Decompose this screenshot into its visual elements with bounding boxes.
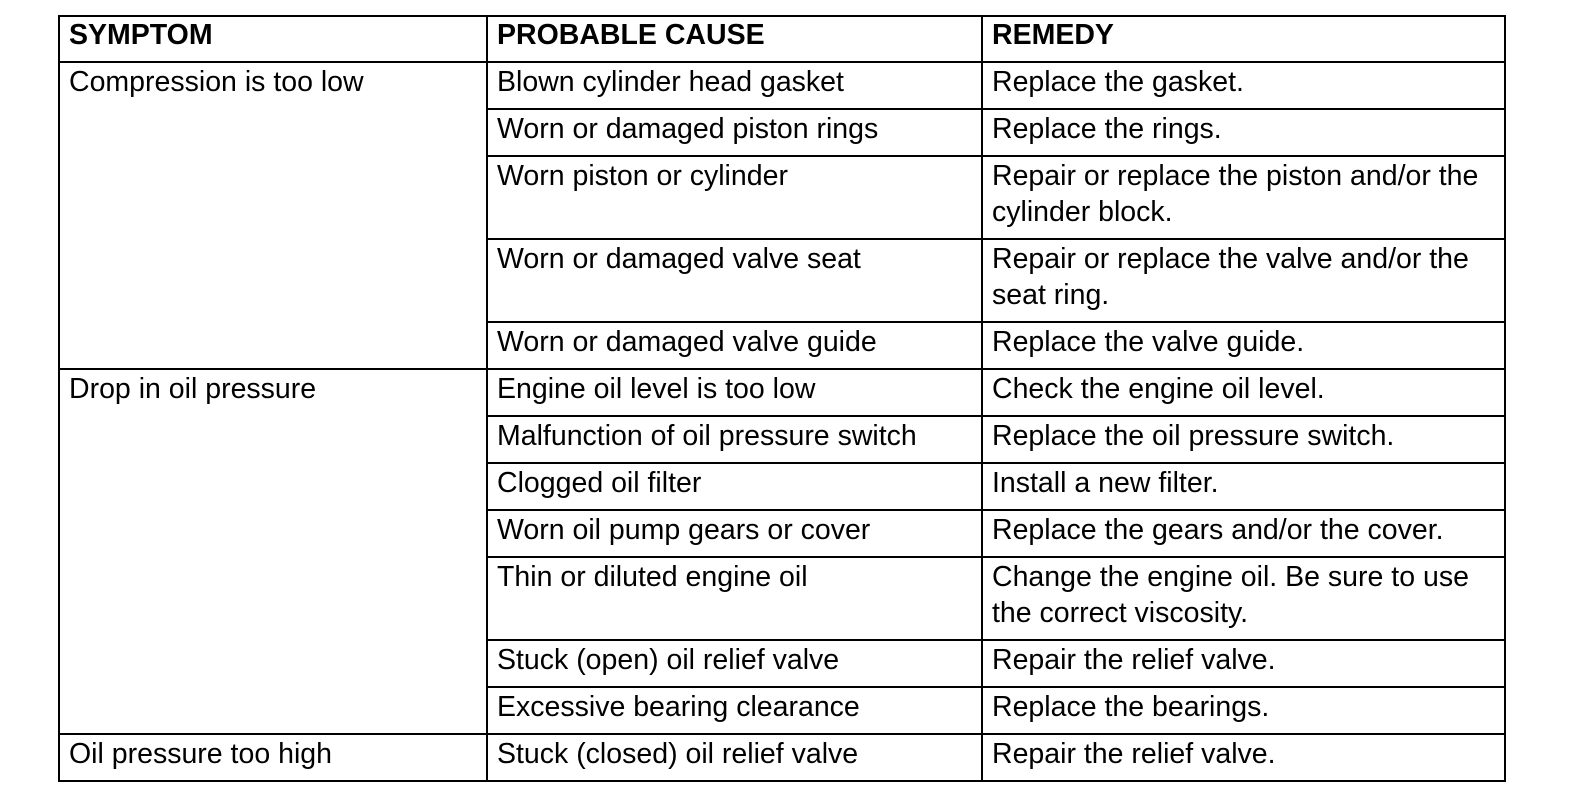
remedy-cell: Repair the relief valve.: [982, 640, 1505, 687]
remedy-cell: Replace the valve guide.: [982, 322, 1505, 369]
header-symptom: SYMPTOM: [59, 16, 487, 62]
cause-cell: Worn piston or cylinder: [487, 156, 982, 239]
remedy-cell: Change the engine oil. Be sure to use the correct viscosity.: [982, 557, 1505, 640]
remedy-cell: Repair or replace the valve and/or the seat ring.: [982, 239, 1505, 322]
cause-cell: Blown cylinder head gasket: [487, 62, 982, 109]
cause-cell: Clogged oil filter: [487, 463, 982, 510]
cause-cell: Worn or damaged valve guide: [487, 322, 982, 369]
cause-cell: Malfunction of oil pressure switch: [487, 416, 982, 463]
remedy-cell: Repair the relief valve.: [982, 734, 1505, 781]
cause-cell: Engine oil level is too low: [487, 369, 982, 416]
cause-cell: Thin or diluted engine oil: [487, 557, 982, 640]
cause-cell: Worn or damaged valve seat: [487, 239, 982, 322]
remedy-cell: Replace the rings.: [982, 109, 1505, 156]
table-row: [59, 369, 1505, 416]
symptom-cell: Compression is too low: [59, 62, 487, 369]
remedy-cell: Replace the bearings.: [982, 687, 1505, 734]
remedy-cell: Replace the oil pressure switch.: [982, 416, 1505, 463]
table-row: [59, 62, 1505, 109]
remedy-cell: Install a new filter.: [982, 463, 1505, 510]
symptom-cell: Drop in oil pressure: [59, 369, 487, 734]
remedy-cell: Replace the gasket.: [982, 62, 1505, 109]
remedy-cell: Check the engine oil level.: [982, 369, 1505, 416]
remedy-cell: Replace the gears and/or the cover.: [982, 510, 1505, 557]
troubleshooting-table: [58, 15, 1506, 782]
table-row: [59, 734, 1505, 781]
header-row: [59, 16, 1505, 62]
remedy-cell: Repair or replace the piston and/or the cylinder block.: [982, 156, 1505, 239]
cause-cell: Worn or damaged piston rings: [487, 109, 982, 156]
header-probable-cause: PROBABLE CAUSE: [487, 16, 982, 62]
cause-cell: Stuck (open) oil relief valve: [487, 640, 982, 687]
symptom-cell: Oil pressure too high: [59, 734, 487, 781]
cause-cell: Worn oil pump gears or cover: [487, 510, 982, 557]
cause-cell: Stuck (closed) oil relief valve: [487, 734, 982, 781]
cause-cell: Excessive bearing clearance: [487, 687, 982, 734]
header-remedy: REMEDY: [982, 16, 1505, 62]
